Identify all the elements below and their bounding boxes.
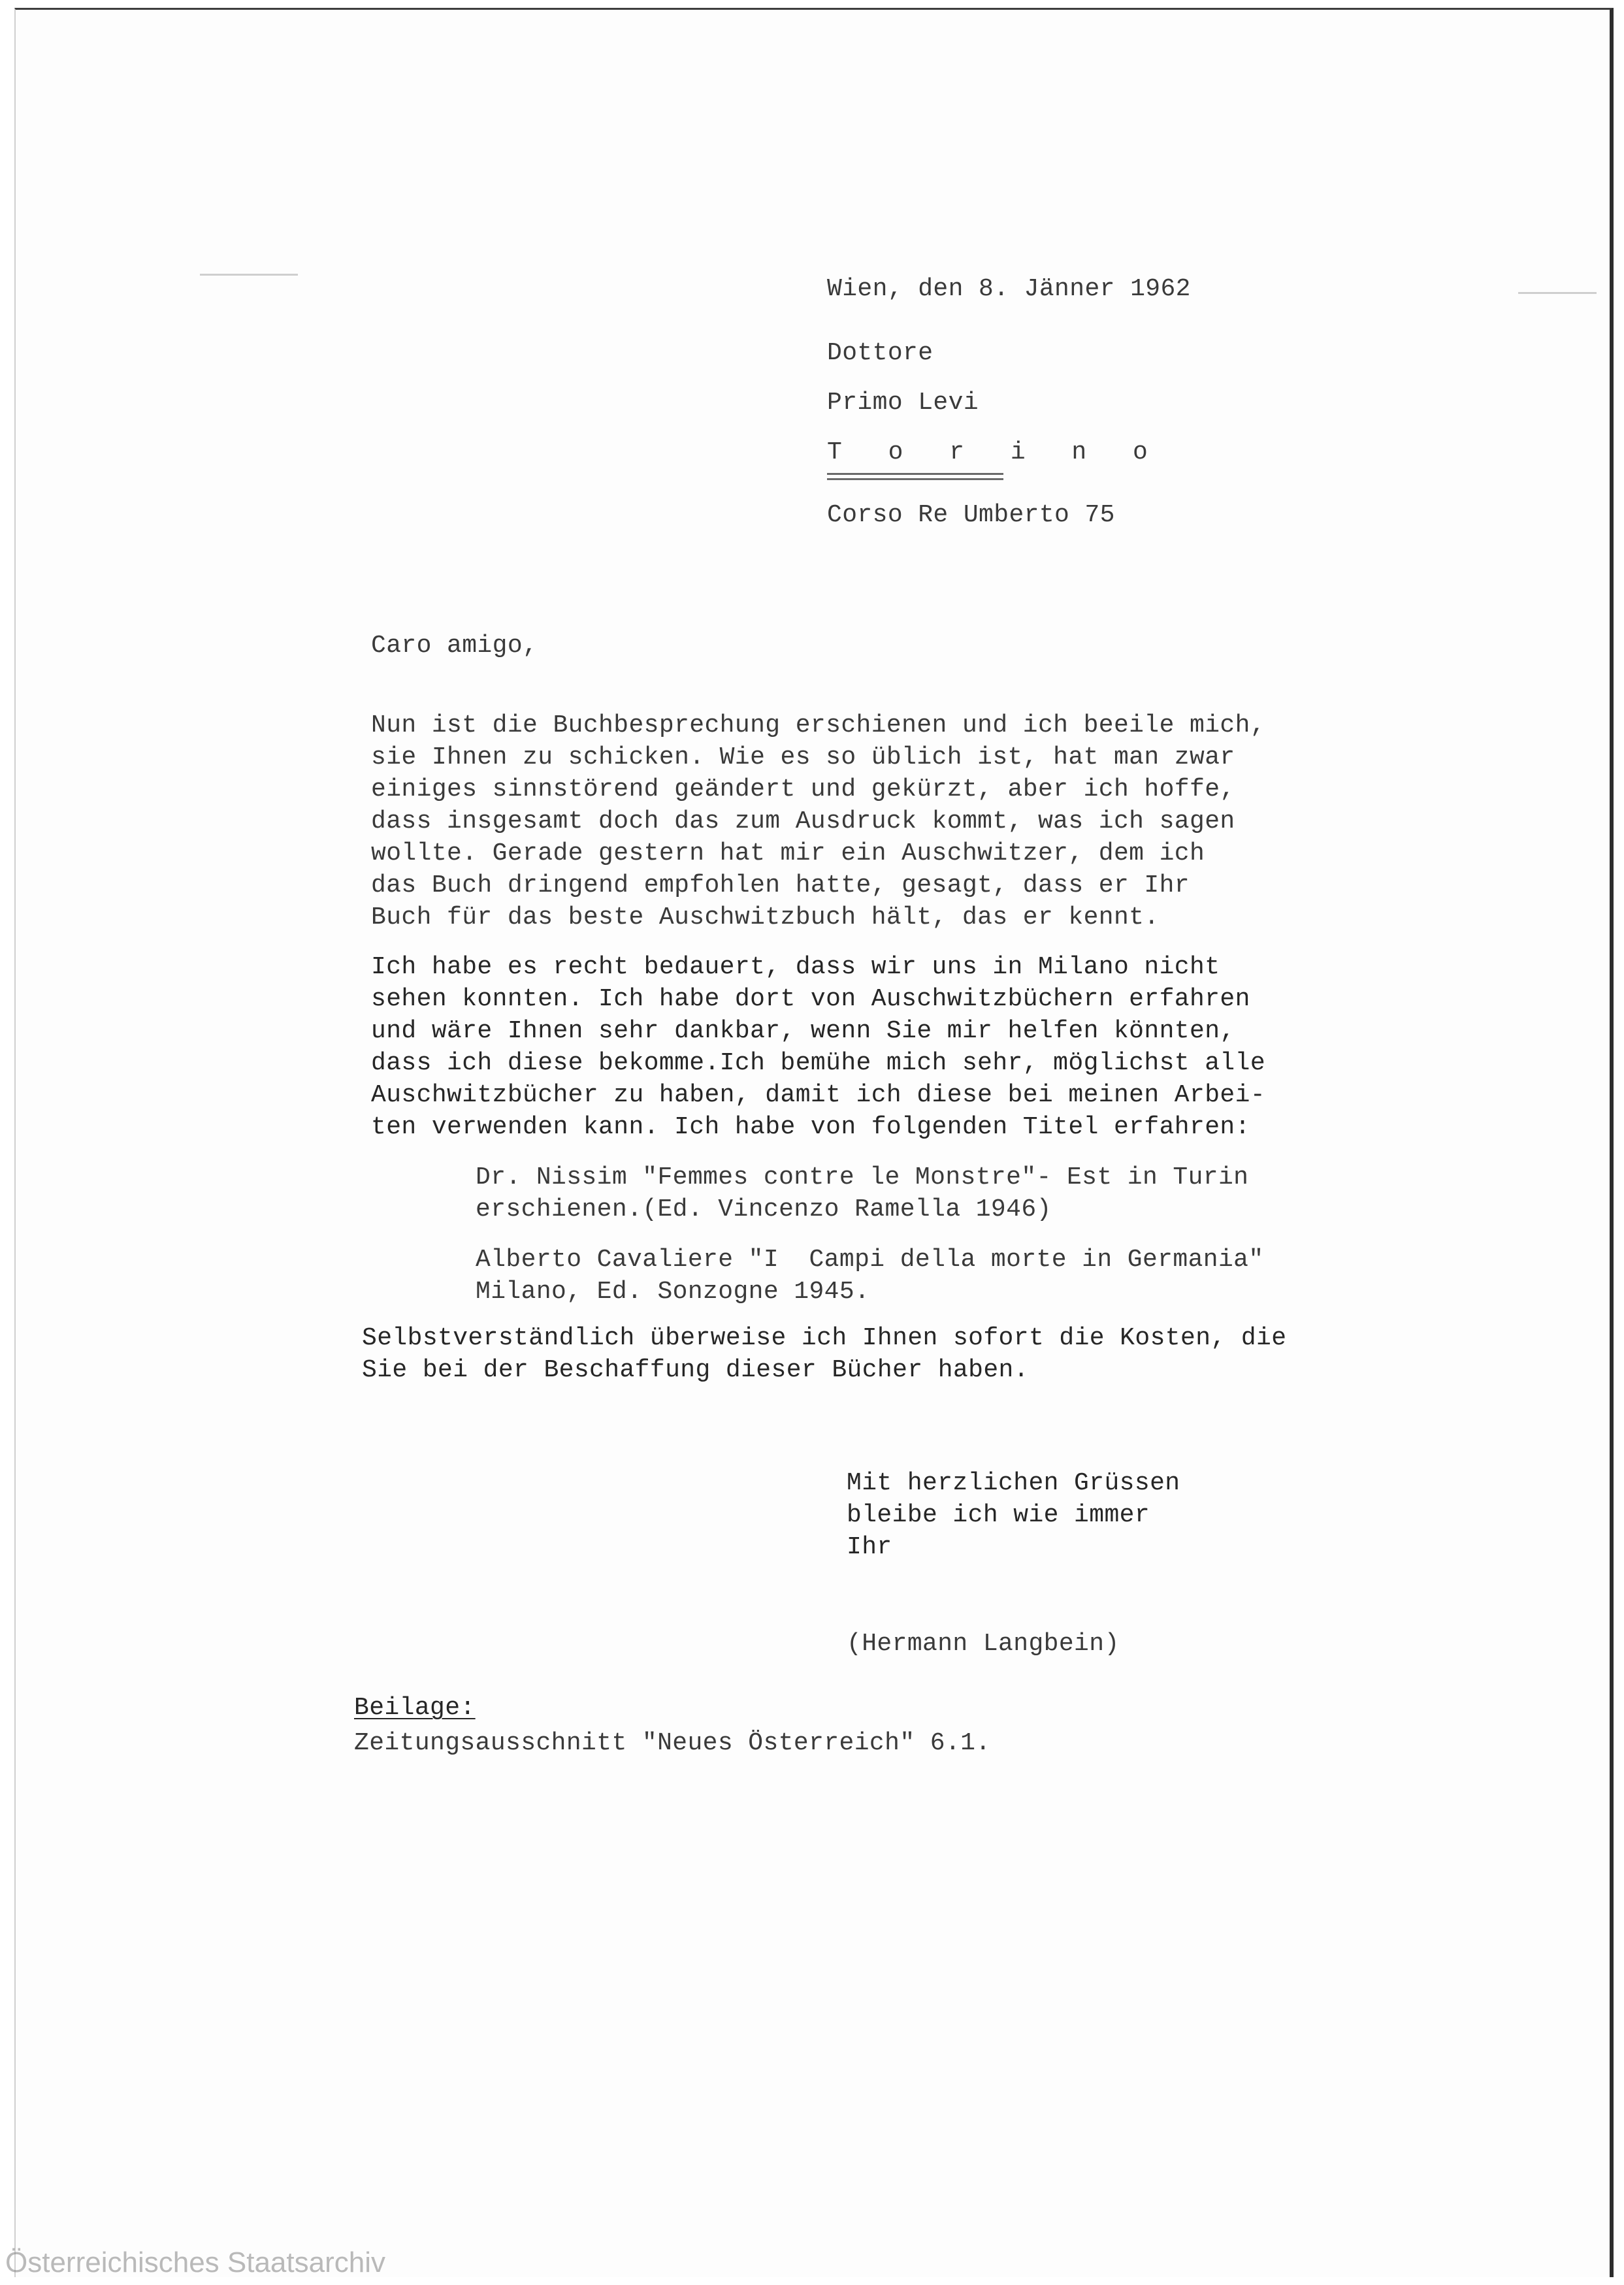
recipient-city: T o r i n o — [827, 438, 1163, 466]
edge-smudge-left — [200, 274, 298, 276]
city-double-underline-top — [827, 473, 1003, 475]
city-double-underline-bottom — [827, 478, 1003, 480]
signature: (Hermann Langbein) — [847, 1630, 1120, 1658]
text-line: erschienen.(Ed. Vincenzo Ramella 1946) — [476, 1195, 1052, 1224]
archive-watermark: Österreichisches Staatsarchiv — [5, 2246, 385, 2278]
recipient-name: Primo Levi — [827, 389, 979, 417]
enclosure-text: Zeitungsausschnitt "Neues Österreich" 6.1. — [354, 1729, 991, 1757]
edge-smudge-right — [1518, 292, 1597, 294]
text-line: wollte. Gerade gestern hat mir ein Auschwitzer, dem ich — [371, 839, 1205, 867]
text-line: dass ich diese bekomme.Ich bemühe mich sehr, möglichst alle — [371, 1049, 1266, 1077]
text-line: dass insgesamt doch das zum Ausdruck kommt, was ich sagen — [371, 807, 1235, 835]
text-line: ten verwenden kann. Ich habe von folgenden Titel erfahren: — [371, 1113, 1250, 1141]
text-line: einiges sinnstörend geändert und gekürzt, aber ich hoffe, — [371, 775, 1235, 803]
text-line: sie Ihnen zu schicken. Wie es so üblich ist, hat man zwar — [371, 743, 1235, 771]
text-line: Buch für das beste Auschwitzbuch hält, das er kennt. — [371, 903, 1160, 932]
text-line: Dr. Nissim "Femmes contre le Monstre"- Est in Turin — [476, 1163, 1249, 1191]
enclosure-label: Beilage: — [354, 1694, 476, 1722]
text-line: Auschwitzbücher zu haben, damit ich diese bei meinen Arbei- — [371, 1081, 1266, 1109]
dateline: Wien, den 8. Jänner 1962 — [827, 275, 1191, 303]
text-line: das Buch dringend empfohlen hatte, gesagt, dass er Ihr — [371, 871, 1190, 899]
text-line: bleibe ich wie immer — [847, 1501, 1150, 1529]
text-line: Mit herzlichen Grüssen — [847, 1469, 1180, 1497]
salutation: Caro amigo, — [371, 632, 538, 660]
text-line: Sie bei der Beschaffung dieser Bücher haben. — [362, 1356, 1029, 1384]
text-line: Selbstverständlich überweise ich Ihnen sofort die Kosten, die — [362, 1324, 1287, 1352]
text-line: Ich habe es recht bedauert, dass wir uns in Milano nicht — [371, 953, 1220, 981]
text-line: Ihr — [847, 1533, 892, 1561]
text-line: Nun ist die Buchbesprechung erschienen und ich beeile mich, — [371, 711, 1266, 739]
recipient-title: Dottore — [827, 339, 934, 367]
recipient-street: Corso Re Umberto 75 — [827, 501, 1115, 529]
text-line: Alberto Cavaliere "I Campi della morte in Germania" — [476, 1246, 1264, 1274]
text-line: und wäre Ihnen sehr dankbar, wenn Sie mir helfen könnten, — [371, 1017, 1235, 1045]
text-line: sehen konnten. Ich habe dort von Auschwitzbüchern erfahren — [371, 985, 1250, 1013]
text-line: Milano, Ed. Sonzogne 1945. — [476, 1278, 870, 1306]
